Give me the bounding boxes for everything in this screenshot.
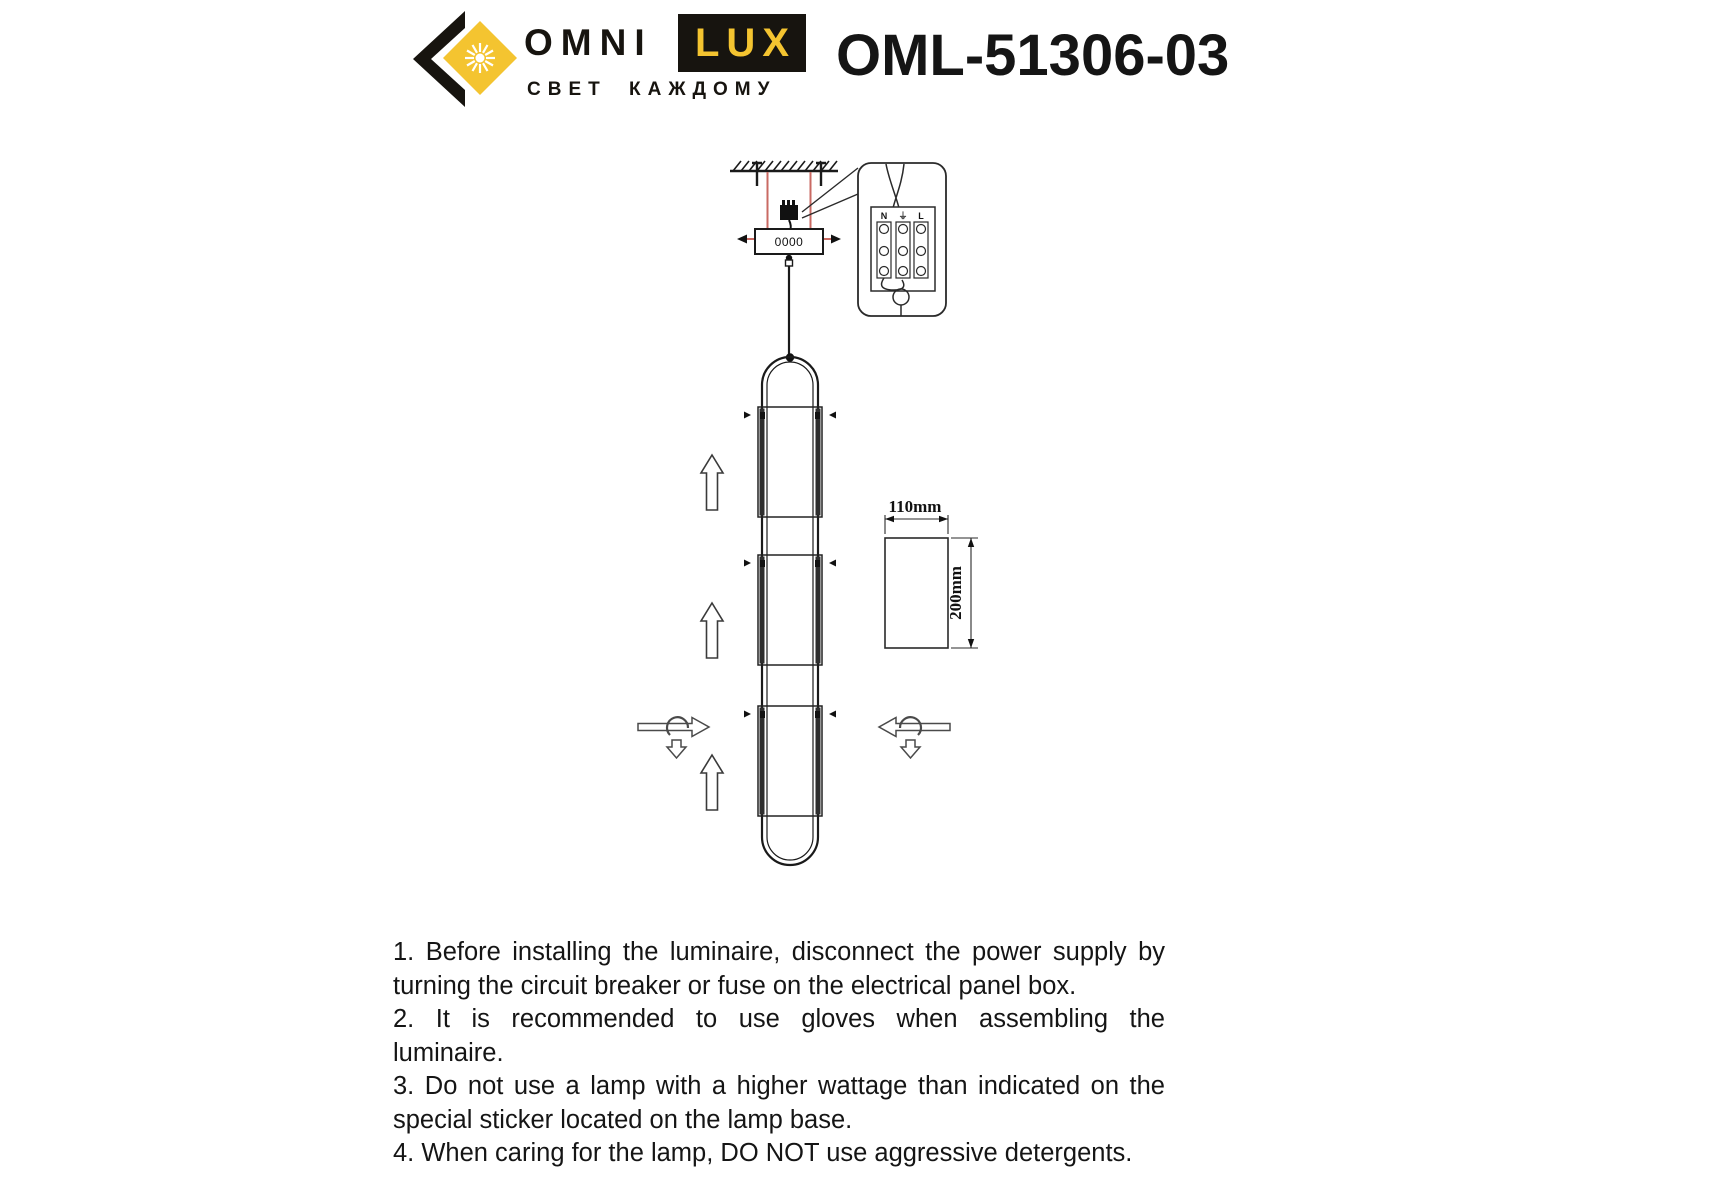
brand-lux-badge bbox=[678, 14, 806, 72]
model-number: OML-51306-03 bbox=[836, 23, 1230, 88]
fastener-arrow-left-icon bbox=[744, 711, 751, 718]
dimension-drawing bbox=[885, 497, 978, 648]
brand-logo bbox=[407, 11, 521, 107]
fastener-arrow-left-icon bbox=[744, 412, 751, 419]
brand-tagline: СВЕТ КАЖДОМУ bbox=[527, 79, 777, 100]
installation-diagram bbox=[590, 125, 1020, 890]
rotate-lock-right-icon bbox=[879, 717, 950, 758]
instruction-line: special sticker located on the lamp base. bbox=[393, 1105, 853, 1134]
safety-instructions bbox=[393, 936, 1165, 1171]
suspension-wire bbox=[786, 266, 794, 362]
instruction-line: luminaire. bbox=[393, 1038, 504, 1067]
wire-connector bbox=[780, 200, 798, 231]
brand-wordmark-omni: OMNI bbox=[524, 22, 653, 63]
lamp-shade bbox=[744, 407, 836, 517]
fastener-arrow-right-icon bbox=[829, 711, 836, 718]
pendant-frame bbox=[762, 357, 818, 865]
canopy-marking: 0000 bbox=[774, 235, 804, 249]
brand-wordmark-lux: LUX bbox=[695, 20, 796, 65]
canopy-box bbox=[755, 229, 823, 266]
fastener-arrow-right-icon bbox=[829, 412, 836, 419]
terminal-label-ground: ⏚ bbox=[898, 212, 908, 222]
instruction-line: 1. Before installing the luminaire, disconnect the power supply by bbox=[393, 938, 1165, 966]
wiring-detail-callout bbox=[858, 163, 946, 316]
dimension-height-label: 200mm bbox=[946, 566, 965, 620]
terminal-label-n: N bbox=[880, 211, 888, 221]
instruction-line: 2. It is recommended to use gloves when assembling the bbox=[393, 1005, 1165, 1033]
terminal-block bbox=[877, 222, 928, 278]
instruction-line: turning the circuit breaker or fuse on the electrical panel box. bbox=[393, 971, 1077, 1000]
fastener-arrow-right-icon bbox=[829, 560, 836, 567]
slide-up-arrow-icon bbox=[701, 455, 723, 810]
lamp-shade bbox=[744, 706, 836, 816]
instruction-line: 4. When caring for the lamp, DO NOT use aggressive detergents. bbox=[393, 1139, 1133, 1167]
terminal-label-l: L bbox=[918, 211, 924, 221]
fastener-arrow-left-icon bbox=[744, 560, 751, 567]
lamp-shade bbox=[744, 555, 836, 665]
dimension-width-label: 110mm bbox=[888, 497, 942, 516]
instruction-line: 3. Do not use a lamp with a higher wattage than indicated on the bbox=[393, 1072, 1165, 1100]
rotate-lock-left-icon bbox=[638, 717, 709, 758]
mounting-screws bbox=[752, 162, 826, 186]
